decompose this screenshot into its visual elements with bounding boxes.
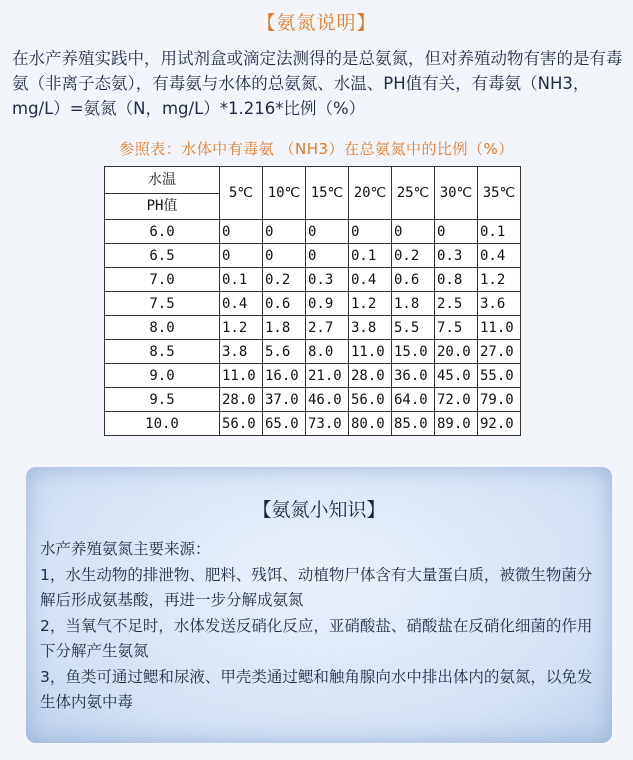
table-row <box>105 316 521 340</box>
ratio-cell: 1.2 <box>349 292 392 316</box>
ratio-cell: 3.8 <box>220 340 263 364</box>
table-row <box>105 364 521 388</box>
ratio-cell: 1.8 <box>263 316 306 340</box>
ratio-cell: 79.0 <box>478 388 521 412</box>
ratio-cell: 45.0 <box>435 364 478 388</box>
ratio-cell: 65.0 <box>263 412 306 436</box>
ratio-cell: 0 <box>263 220 306 244</box>
ratio-cell: 0.3 <box>306 268 349 292</box>
table-row <box>105 244 521 268</box>
table-row <box>105 340 521 364</box>
temp-header: 15℃ <box>306 167 349 220</box>
ratio-cell: 0 <box>220 220 263 244</box>
ratio-cell: 0 <box>392 220 435 244</box>
ratio-cell: 21.0 <box>306 364 349 388</box>
ratio-cell: 37.0 <box>263 388 306 412</box>
ph-value: 6.5 <box>105 244 220 268</box>
ratio-cell: 16.0 <box>263 364 306 388</box>
ratio-cell: 28.0 <box>220 388 263 412</box>
ratio-cell: 8.0 <box>306 340 349 364</box>
ratio-cell: 36.0 <box>392 364 435 388</box>
ratio-cell: 5.6 <box>263 340 306 364</box>
ratio-cell: 0.2 <box>392 244 435 268</box>
ratio-cell: 64.0 <box>392 388 435 412</box>
ratio-cell: 5.5 <box>392 316 435 340</box>
nh3-ratio-table <box>104 166 521 436</box>
ratio-cell: 0 <box>220 244 263 268</box>
table-row <box>105 220 521 244</box>
ratio-cell: 89.0 <box>435 412 478 436</box>
table-row <box>105 388 521 412</box>
ratio-cell: 27.0 <box>478 340 521 364</box>
ratio-cell: 11.0 <box>220 364 263 388</box>
ratio-cell: 0.3 <box>435 244 478 268</box>
temp-header: 5℃ <box>220 167 263 220</box>
page-title: 【氨氮说明】 <box>256 12 377 34</box>
corner-ph-label: PH值 <box>146 197 178 214</box>
ratio-cell: 0 <box>263 244 306 268</box>
ratio-cell: 0 <box>306 220 349 244</box>
ratio-cell: 20.0 <box>435 340 478 364</box>
ratio-cell: 0.2 <box>263 268 306 292</box>
ratio-cell: 73.0 <box>306 412 349 436</box>
ratio-cell: 0.9 <box>306 292 349 316</box>
ph-value: 9.5 <box>105 388 220 412</box>
knowledge-line: 3，鱼类可通过鳃和尿液、甲壳类通过鳃和触角腺向水中排出体内的氨氮，以免发生体内氨中毒 <box>40 667 593 711</box>
ratio-cell: 55.0 <box>478 364 521 388</box>
knowledge-body <box>40 537 606 716</box>
ph-value: 8.5 <box>105 340 220 364</box>
table-corner-header <box>105 167 220 220</box>
ratio-cell: 0 <box>435 220 478 244</box>
ratio-cell: 15.0 <box>392 340 435 364</box>
ratio-cell: 56.0 <box>349 388 392 412</box>
ph-value: 10.0 <box>105 412 220 436</box>
ratio-cell: 0.4 <box>220 292 263 316</box>
ratio-cell: 0.6 <box>392 268 435 292</box>
ratio-cell: 2.5 <box>435 292 478 316</box>
ph-value: 7.5 <box>105 292 220 316</box>
temp-header: 10℃ <box>263 167 306 220</box>
ratio-cell: 0.1 <box>478 220 521 244</box>
ph-value: 9.0 <box>105 364 220 388</box>
ratio-cell: 2.7 <box>306 316 349 340</box>
ratio-cell: 0.4 <box>478 244 521 268</box>
ratio-cell: 72.0 <box>435 388 478 412</box>
table-row <box>105 292 521 316</box>
ph-value: 6.0 <box>105 220 220 244</box>
knowledge-line: 2，当氧气不足时，水体发送反硝化反应，亚硝酸盐、硝酸盐在反硝化细菌的作用下分解产生氨氮 <box>40 616 593 660</box>
ph-value: 8.0 <box>105 316 220 340</box>
ratio-cell: 0.6 <box>263 292 306 316</box>
ratio-cell: 3.8 <box>349 316 392 340</box>
temp-header: 20℃ <box>349 167 392 220</box>
knowledge-title: 【氨氮小知识】 <box>252 499 386 521</box>
temp-header: 25℃ <box>392 167 435 220</box>
knowledge-line: 水产养殖氨氮主要来源： <box>40 540 211 558</box>
ph-value: 7.0 <box>105 268 220 292</box>
table-title: 参照表：水体中有毒氨 （NH3）在总氨氮中的比例（%） <box>119 140 514 158</box>
knowledge-panel <box>26 467 612 743</box>
ratio-cell: 0.8 <box>435 268 478 292</box>
ratio-cell: 1.2 <box>220 316 263 340</box>
ratio-cell: 7.5 <box>435 316 478 340</box>
ratio-cell: 80.0 <box>349 412 392 436</box>
ratio-cell: 0 <box>306 244 349 268</box>
table-row <box>105 268 521 292</box>
temp-header: 30℃ <box>435 167 478 220</box>
ratio-cell: 0.1 <box>220 268 263 292</box>
ratio-cell: 1.8 <box>392 292 435 316</box>
table-row <box>105 412 521 436</box>
ratio-cell: 11.0 <box>478 316 521 340</box>
ratio-cell: 28.0 <box>349 364 392 388</box>
ratio-cell: 11.0 <box>349 340 392 364</box>
ratio-cell: 56.0 <box>220 412 263 436</box>
temp-header: 35℃ <box>478 167 521 220</box>
ratio-cell: 92.0 <box>478 412 521 436</box>
ratio-cell: 0 <box>349 220 392 244</box>
ratio-cell: 46.0 <box>306 388 349 412</box>
ratio-cell: 3.6 <box>478 292 521 316</box>
knowledge-line: 1，水生动物的排泄物、肥料、残饵、动植物尸体含有大量蛋白质，被微生物菌分解后形成氨基酸，再进一步分解成氨氮 <box>40 565 593 609</box>
corner-temp-label: 水温 <box>105 168 219 194</box>
ratio-cell: 85.0 <box>392 412 435 436</box>
intro-paragraph: 在水产养殖实践中，用试剂盒或滴定法测得的是总氨氮，但对养殖动物有害的是有毒氨（非离子态氨），有毒氨与水体的总氨氮、水温、PH值有关，有毒氨（NH3，mg/L）=氨氮（N，mg/L）*1.216*比例（%） <box>12 49 623 118</box>
ratio-cell: 0.4 <box>349 268 392 292</box>
ratio-cell: 0.1 <box>349 244 392 268</box>
ratio-cell: 1.2 <box>478 268 521 292</box>
